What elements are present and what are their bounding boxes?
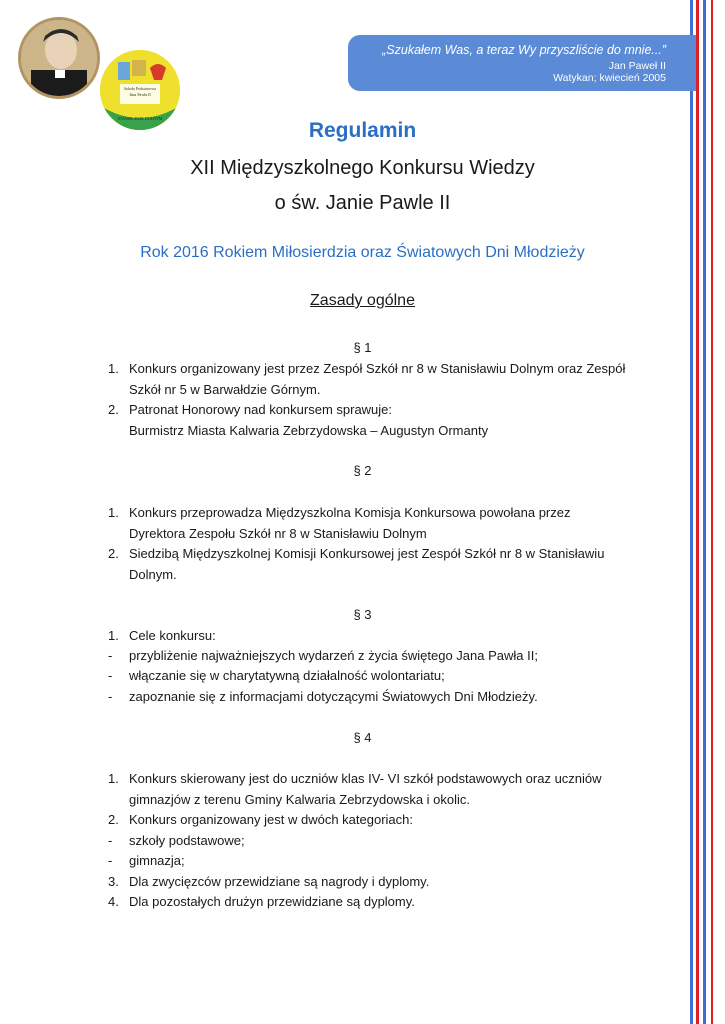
list-item-text: Dyrektora Zespołu Szkół nr 8 w Stanisławiu Dolnym (129, 526, 427, 541)
list-item-number: 2. (108, 546, 119, 561)
list-item-text: gimnazjów z terenu Gminy Kalwaria Zebrzydowska i okolic. (129, 792, 471, 807)
paragraph-mark: § 1 (353, 340, 372, 355)
list-item-text: Konkurs przeprowadza Międzyszkolna Komisja Konkursowa powołana przez (129, 505, 571, 520)
bullet-dash: - (108, 833, 113, 848)
quote-banner (348, 35, 696, 91)
list-item-text: Cele konkursu: (129, 628, 216, 643)
list-item-text: Konkurs organizowany jest przez Zespół Szkół nr 8 w Stanisławiu Dolnym oraz Zespół (129, 361, 626, 376)
list-item-text: Siedzibą Międzyszkolnej Komisji Konkursowej jest Zespół Szkół nr 8 w Stanisławiu (129, 546, 605, 561)
bullet-text: gimnazja; (129, 853, 185, 868)
decorative-stripe-blue (690, 0, 693, 1024)
bullet-dash: - (108, 853, 113, 868)
list-item-number: 2. (108, 812, 119, 827)
quote-text: „Szukałem Was, a teraz Wy przyszliście do mnie...” (382, 43, 666, 57)
bullet-text: przybliżenie najważniejszych wydarzeń z życia świętego Jana Pawła II; (129, 648, 538, 663)
emblem-text-mid: Jana Pawła II (129, 92, 151, 97)
list-item-text: Burmistrz Miasta Kalwaria Zebrzydowska – Augustyn Ormanty (129, 423, 489, 438)
document-title: Regulamin (308, 119, 417, 142)
document-title-line-1: XII Międzyszkolnego Konkursu Wiedzy (190, 157, 535, 179)
paragraph-mark: § 2 (353, 463, 372, 478)
list-item-text: Szkół nr 5 w Barwałdzie Górnym. (129, 382, 321, 397)
list-item-text: Dolnym. (129, 567, 177, 582)
quote-author: Jan Paweł II (608, 60, 666, 72)
list-item-number: 3. (108, 874, 119, 889)
list-item-number: 1. (108, 361, 119, 376)
portrait-image (18, 17, 100, 99)
list-item-number: 1. (108, 628, 119, 643)
decorative-stripe-red (711, 0, 713, 1024)
bullet-dash: - (108, 648, 113, 663)
list-item-text: Konkurs organizowany jest w dwóch kategoriach: (129, 812, 413, 827)
list-item-number: 1. (108, 771, 119, 786)
emblem-text-bottom: STANISŁAWIE DOLNYM (117, 116, 163, 121)
bullet-text: szkoły podstawowe; (129, 833, 245, 848)
document-title-line-2: o św. Janie Pawle II (274, 192, 451, 214)
bullet-dash: - (108, 689, 113, 704)
bullet-text: włączanie się w charytatywną działalność wolontariatu; (129, 668, 445, 683)
section-heading: Zasady ogólne (310, 292, 415, 309)
list-item-text: Dla pozostałych drużyn przewidziane są dyplomy. (129, 894, 415, 909)
emblem-text-top: Szkoła Podstawowa (123, 86, 157, 91)
bullet-dash: - (108, 668, 113, 683)
bullet-text: zapoznanie się z informacjami dotyczącymi Światowych Dni Młodzieży. (129, 689, 538, 704)
decorative-stripe-blue (703, 0, 706, 1024)
paragraph-mark: § 3 (353, 607, 372, 622)
list-item-number: 2. (108, 402, 119, 417)
list-item-number: 1. (108, 505, 119, 520)
decorative-stripe-red (696, 0, 699, 1024)
list-item-text: Konkurs skierowany jest do uczniów klas IV- VI szkół podstawowych oraz uczniów (129, 771, 602, 786)
quote-place-date: Watykan; kwiecień 2005 (553, 72, 666, 84)
list-item-text: Patronat Honorowy nad konkursem sprawuje: (129, 402, 393, 417)
paragraph-mark: § 4 (353, 730, 372, 745)
list-item-number: 4. (108, 894, 119, 909)
document-subtitle: Rok 2016 Rokiem Miłosierdzia oraz Światowych Dni Młodzieży (140, 244, 585, 261)
list-item-text: Dla zwycięzców przewidziane są nagrody i dyplomy. (129, 874, 430, 889)
school-emblem-logo (100, 50, 180, 130)
